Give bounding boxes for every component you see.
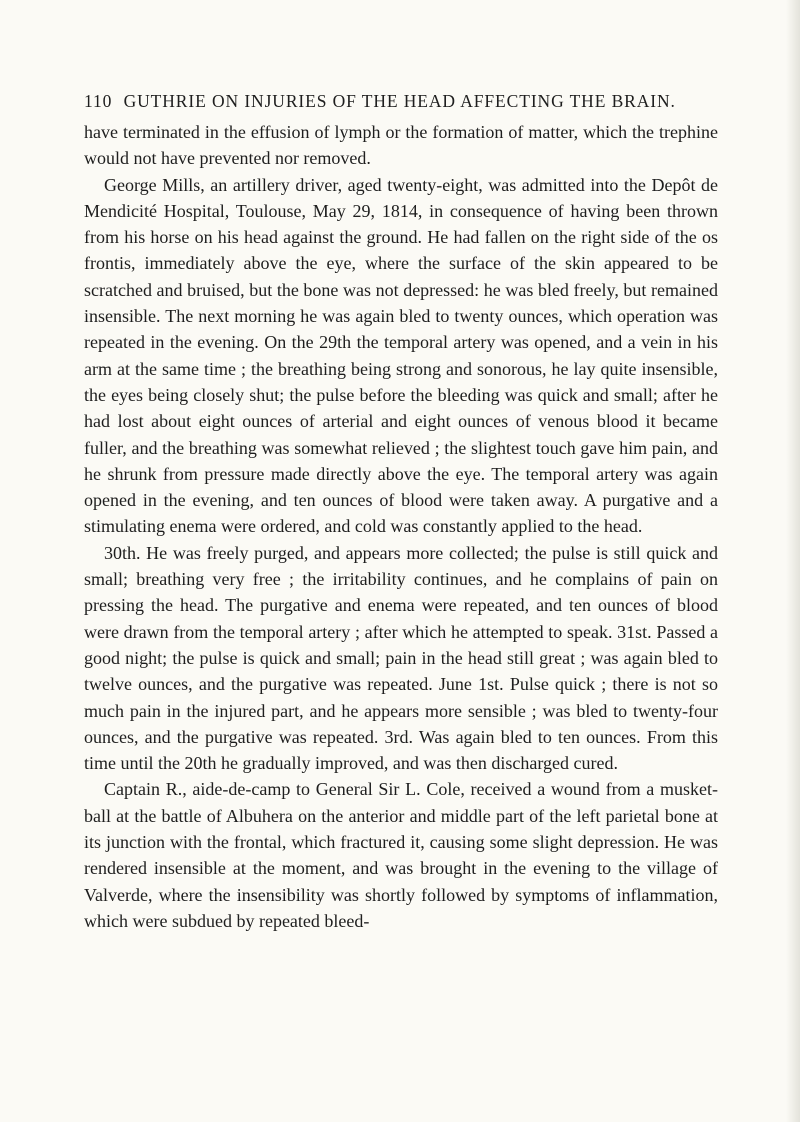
body-text [84, 119, 718, 934]
running-head-title: GUTHRIE ON INJURIES OF THE HEAD AFFECTING THE BRAIN. [123, 91, 676, 111]
paragraph-george-mills: George Mills, an artillery driver, aged twenty-eight, was admitted into the Depôt de Mendicité Hospital, Toulouse, May 29, 1814, in consequence of having been thrown from his horse on his head against the ground. He had fallen on the right side of the os frontis, immediately above the eye, where the surface of the skin appeared to be scratched and bruised, but the bone was not depressed: he was bled freely, but remained insensible. The next morning he was again bled to twenty ounces, which operation was repeated in the evening. On the 29th the temporal artery was opened, and a vein in his arm at the same time ; the breathing being strong and sonorous, he lay quite insensible, the eyes being closely shut; the pulse before the bleeding was quick and small; after he had lost about eight ounces of arterial and eight ounces of venous blood it became fuller, and the breathing was somewhat relieved ; the slightest touch gave him pain, and he shrunk from pressure made directly above the eye. The temporal artery was again opened in the evening, and ten ounces of blood were taken away. A purgative and a stimulating enema were ordered, and cold was constantly applied to the head. [84, 174, 718, 537]
running-head [84, 88, 718, 114]
page-number: 110 [84, 91, 113, 111]
book-page [84, 88, 718, 934]
paragraph-progress-notes: 30th. He was freely purged, and appears more collected; the pulse is still quick and small; breathing very free ; the irritability continues, and he complains of pain on pressing the head. The purgative and enema were repeated, and ten ounces of blood were drawn from the temporal artery ; after which he attempted to speak. 31st. Passed a good night; the pulse is quick and small; pain in the head still great ; was again bled to twelve ounces, and the purgative was repeated. June 1st. Pulse quick ; there is not so much pain in the injured part, and he appears more sensible ; was bled to twenty-four ounces, and the purgative was repeated. 3rd. Was again bled to ten ounces. From this time until the 20th he gradually improved, and was then discharged cured. [84, 542, 718, 774]
paragraph-captain-r: Captain R., aide-de-camp to General Sir L. Cole, received a wound from a musket-ball at the battle of Albuhera on the anterior and middle part of the left parietal bone at its junction with the frontal, which fractured it, causing some slight depression. He was rendered insensible at the moment, and was brought in the evening to the village of Valverde, where the insensibility was shortly followed by symptoms of inflammation, which were subdued by repeated bleed- [84, 779, 718, 931]
page-edge-shadow [786, 0, 800, 1122]
paragraph-continuation: have terminated in the effusion of lymph or the formation of matter, which the trephine would not have prevented nor removed. [84, 122, 718, 169]
